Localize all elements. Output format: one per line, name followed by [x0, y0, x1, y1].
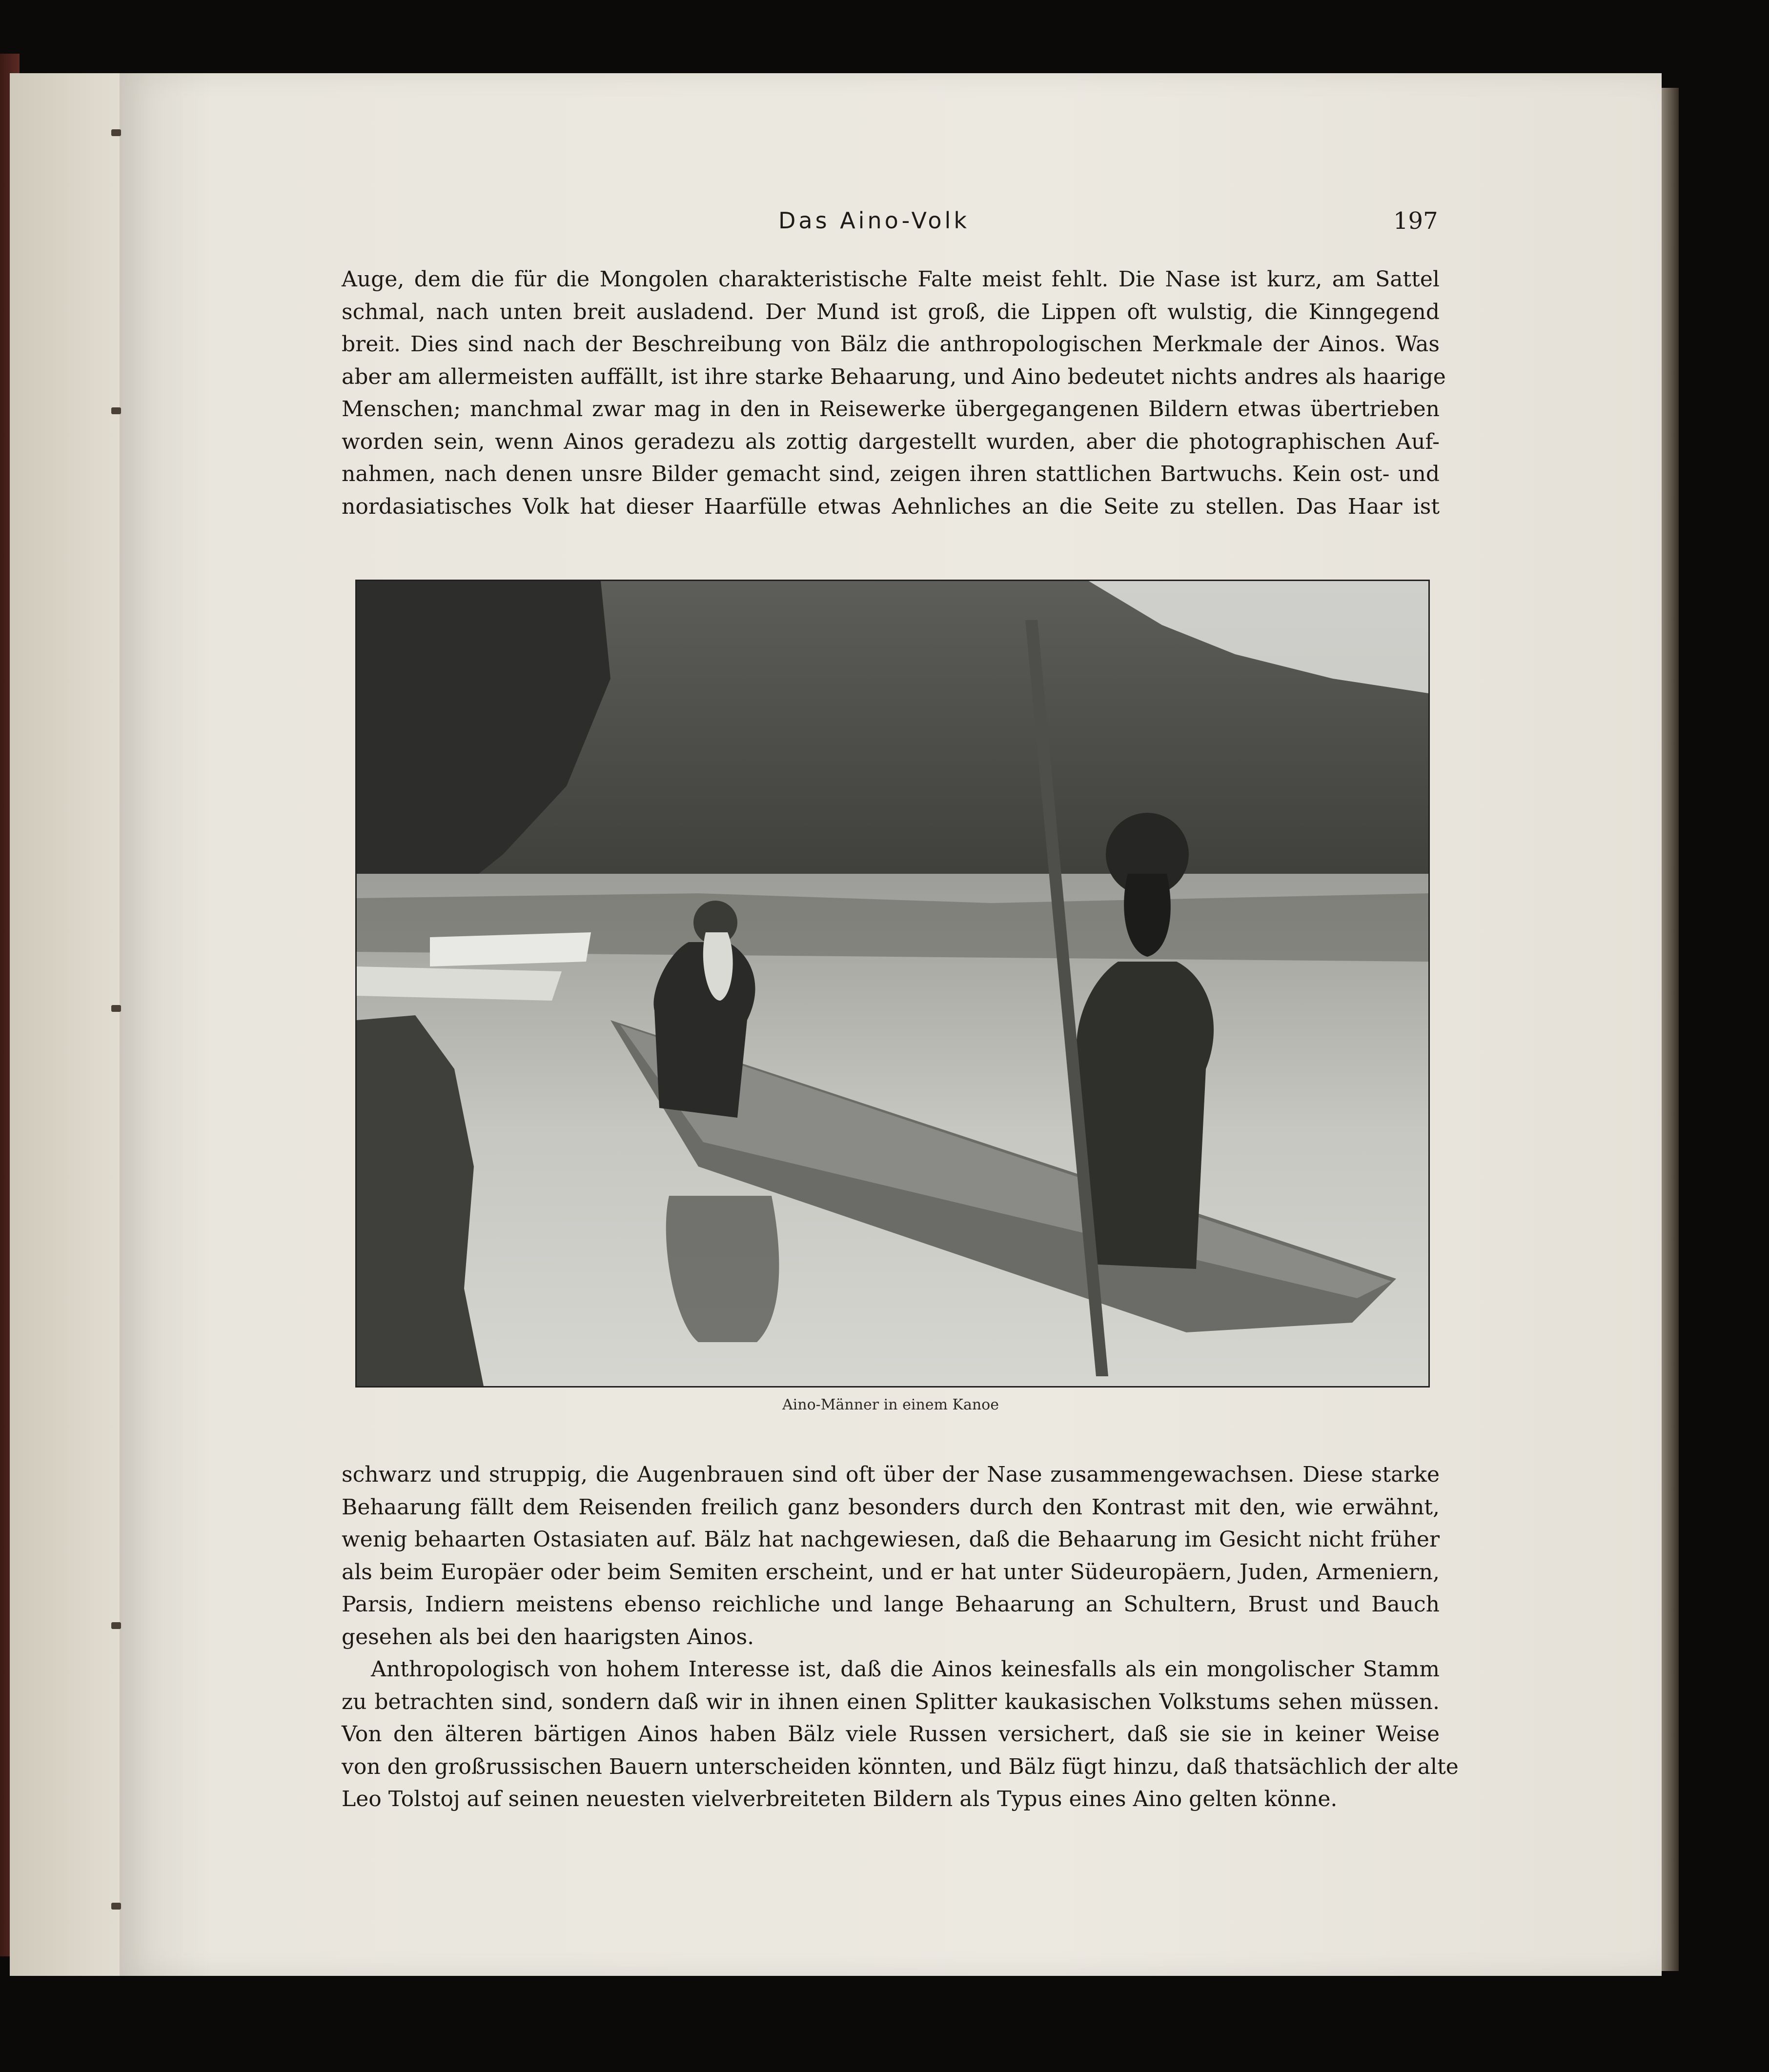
- binding-thread: [111, 1622, 121, 1629]
- text-line: als beim Europäer oder beim Semiten erscheint, und er hat unter Südeuropäern, Juden, Armeniern,: [342, 1559, 1440, 1585]
- book-spine-right-edge: [1662, 88, 1679, 1971]
- text-line: schmal, nach unten breit ausladend. Der Mund ist groß, die Lippen oft wulstig, die Kinngegend: [342, 299, 1440, 324]
- text-line: breit. Dies sind nach der Beschreibung von Bälz die anthropologischen Merkmale der Ainos. Was: [342, 332, 1440, 357]
- paragraph-bottom: [342, 1459, 1459, 1816]
- text-line: von den großrussischen Bauern unterscheiden könnten, und Bälz fügt hinzu, daß thatsächlich der alte: [342, 1754, 1459, 1779]
- text-line: Behaarung fällt dem Reisenden freilich ganz besonders durch den Kontrast mit den, wie erwähnt,: [342, 1494, 1440, 1520]
- binding-thread: [111, 1903, 121, 1910]
- binding-thread: [111, 1005, 121, 1012]
- text-line: Menschen; manchmal zwar mag in den in Reisewerke übergegangenen Bildern etwas übertrieben: [342, 397, 1440, 422]
- photograph-illustration: [357, 581, 1428, 1386]
- text-line: Auge, dem die für die Mongolen charakteristische Falte meist fehlt. Die Nase ist kurz, am Sattel: [342, 267, 1440, 292]
- text-line: Parsis, Indiern meistens ebenso reichliche und lange Behaarung an Schultern, Brust und Bauch: [342, 1592, 1440, 1617]
- binding-thread: [111, 407, 121, 414]
- binding-thread: [111, 129, 121, 136]
- text-line: aber am allermeisten auffällt, ist ihre starke Behaarung, und Aino bedeutet nichts andres als haarige: [342, 364, 1446, 389]
- photograph-aino-canoe: [355, 580, 1430, 1388]
- running-head: Das Aino-Volk: [778, 207, 970, 234]
- paragraph-top: [342, 263, 1446, 523]
- text-line: Leo Tolstoj auf seinen neuesten vielverbreiteten Bildern als Typus eines Aino gelten könne.: [342, 1787, 1338, 1811]
- text-line: Anthropologisch von hohem Interesse ist, daß die Ainos keinesfalls als ein mongolischer Stamm: [371, 1657, 1440, 1682]
- text-line: schwarz und struppig, die Augenbrauen sind oft über der Nase zusammengewachsen. Diese starke: [342, 1462, 1440, 1487]
- text-line: zu betrachten sind, sondern daß wir in ihnen einen Splitter kaukasischen Volkstums sehen müssen.: [342, 1689, 1440, 1714]
- text-line: Von den älteren bärtigen Ainos haben Bälz viele Russen versichert, daß sie sie in keiner Weise: [342, 1722, 1440, 1747]
- text-line: worden sein, wenn Ainos geradezu als zottig dargestellt wurden, aber die photographischen Auf-: [342, 429, 1440, 454]
- text-line: nahmen, nach denen unsre Bilder gemacht sind, zeigen ihren stattlichen Bartwuchs. Kein ost- und: [342, 462, 1440, 486]
- page-number: 197: [1393, 207, 1438, 235]
- text-line: nordasiatisches Volk hat dieser Haarfülle etwas Aehnliches an die Seite zu stellen. Das Haar ist: [342, 494, 1440, 519]
- text-line: gesehen als bei den haarigsten Ainos.: [342, 1624, 754, 1650]
- previous-page-edge: [10, 73, 125, 1976]
- text-line: wenig behaarten Ostasiaten auf. Bälz hat nachgewiesen, daß die Behaarung im Gesicht nicht früher: [342, 1527, 1440, 1552]
- figure-caption: Aino-Männer in einem Kanoe: [782, 1396, 999, 1413]
